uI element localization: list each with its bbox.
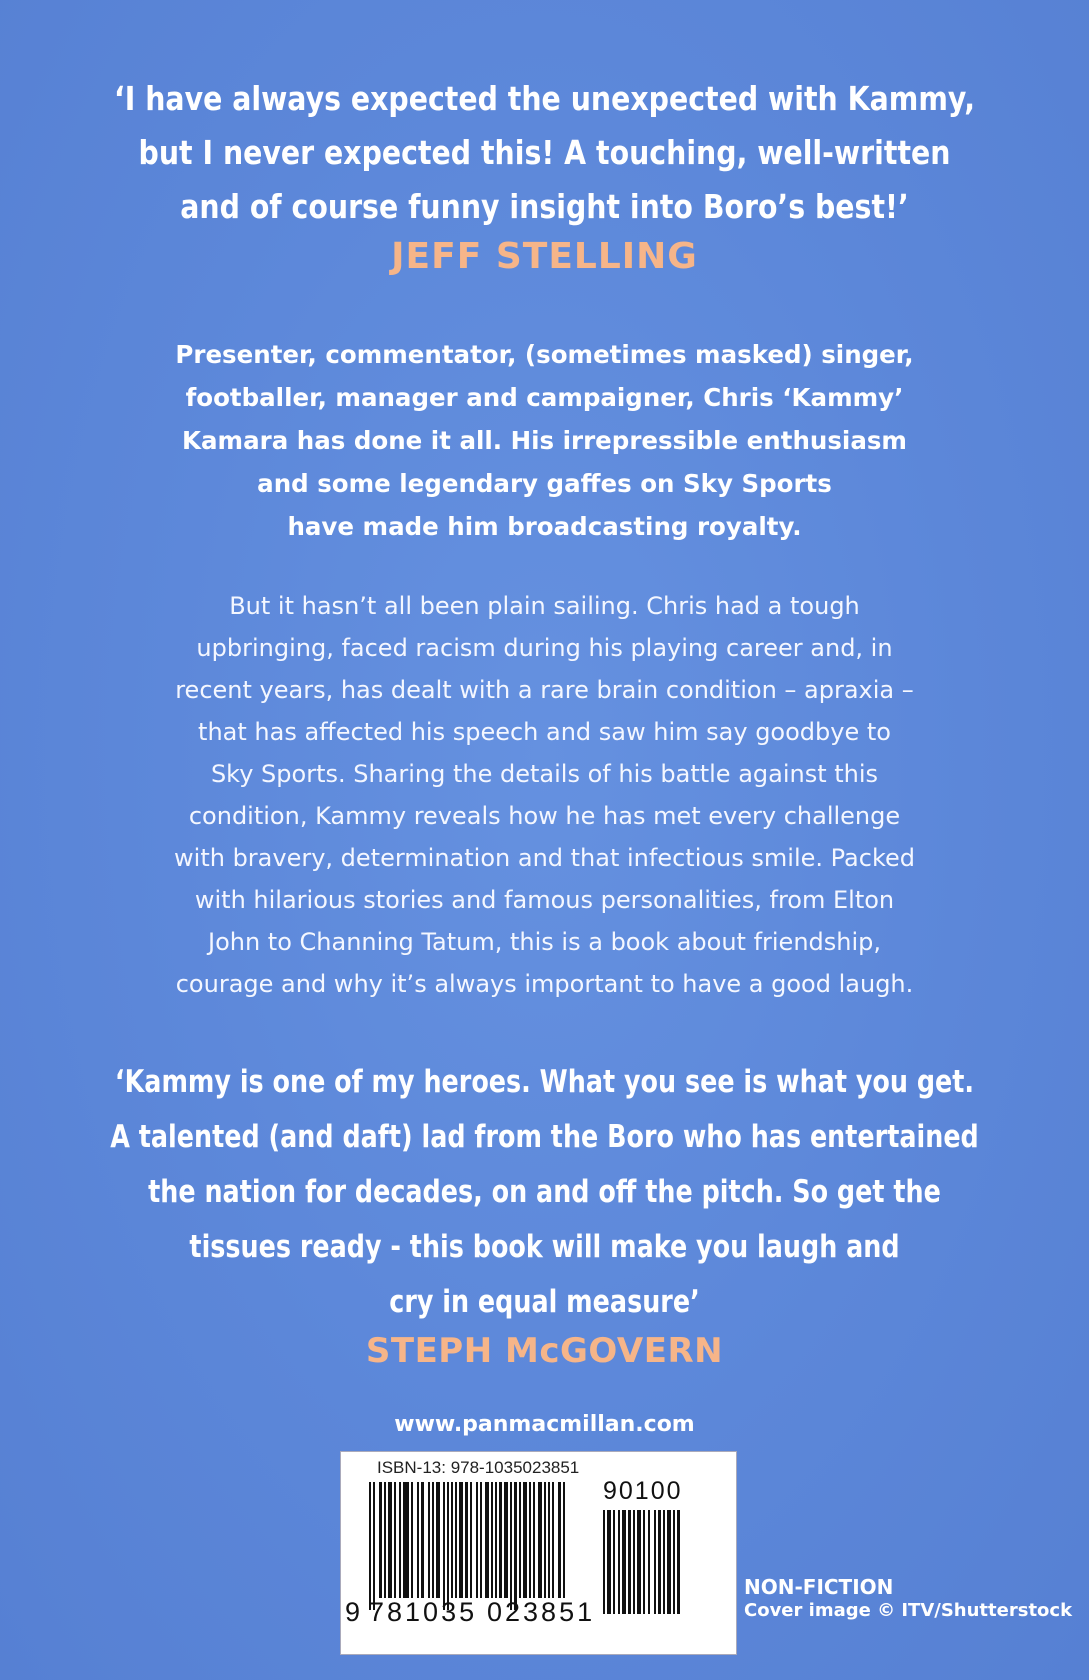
barcode-bar bbox=[379, 1482, 382, 1598]
description-line: recent years, has dealt with a rare brain condition – apraxia – bbox=[175, 676, 914, 704]
barcode-bar bbox=[603, 1510, 605, 1614]
description-line: Sky Sports. Sharing the details of his battle against this bbox=[210, 760, 879, 788]
barcode-digit-group-right: 023851 bbox=[487, 1597, 596, 1627]
barcode-digit-group-left: 781035 bbox=[369, 1597, 478, 1627]
barcode-bar bbox=[495, 1482, 497, 1598]
barcode-bar bbox=[428, 1482, 430, 1598]
barcode-bar bbox=[491, 1482, 493, 1598]
barcode-bar bbox=[443, 1482, 445, 1610]
barcode-bar bbox=[529, 1482, 531, 1598]
genre-label: NON-FICTION bbox=[744, 1575, 894, 1599]
barcode-bar bbox=[451, 1482, 453, 1598]
barcode-bar bbox=[667, 1510, 671, 1614]
bottom-quote-line: cry in equal measure’ bbox=[389, 1284, 700, 1320]
description-line: condition, Kammy reveals how he has met every challenge bbox=[188, 802, 901, 830]
barcode-bar bbox=[470, 1482, 472, 1598]
barcode-addon-digits: 90100 bbox=[603, 1477, 683, 1505]
barcode-bar bbox=[514, 1482, 517, 1610]
barcode-bar bbox=[455, 1482, 457, 1598]
barcode-bar bbox=[613, 1510, 615, 1614]
blurb-line: footballer, manager and campaigner, Chris ‘Kammy’ bbox=[185, 383, 904, 412]
barcode-bar bbox=[523, 1482, 527, 1598]
barcode-bar bbox=[510, 1482, 512, 1610]
barcode-bar bbox=[411, 1482, 413, 1598]
description bbox=[0, 585, 1089, 1005]
description-line: with bravery, determination and that infectious smile. Packed bbox=[174, 844, 915, 872]
isbn-label: ISBN-13: 978-1035023851 bbox=[377, 1458, 580, 1477]
bottom-quote bbox=[98, 1055, 991, 1330]
barcode-bar bbox=[654, 1510, 656, 1614]
cover-credit: Cover image © ITV/Shutterstock bbox=[744, 1600, 1073, 1621]
barcode-bar bbox=[447, 1482, 449, 1610]
price: UK £10.99 bbox=[477, 1625, 612, 1651]
barcode-bar bbox=[558, 1482, 561, 1598]
description-line: upbringing, faced racism during his playing career and, in bbox=[196, 634, 893, 662]
barcode-bar bbox=[544, 1482, 546, 1598]
blurb-line: Kamara has done it all. His irrepressible enthusiasm bbox=[182, 426, 907, 455]
barcode-bar bbox=[459, 1482, 463, 1598]
barcode-bar bbox=[373, 1482, 375, 1610]
barcode-bar bbox=[658, 1510, 661, 1614]
barcode-bar bbox=[643, 1510, 645, 1614]
barcode-bar bbox=[519, 1482, 521, 1598]
barcode-bar bbox=[388, 1482, 392, 1598]
barcode-bar bbox=[504, 1482, 508, 1598]
barcode-bar bbox=[485, 1482, 489, 1598]
blurb-line: and some legendary gaffes on Sky Sports bbox=[257, 469, 832, 498]
description-line: courage and why it’s always important to have a good laugh. bbox=[175, 970, 914, 998]
barcode-bar bbox=[421, 1482, 424, 1598]
barcode-digit-lead: 9 bbox=[345, 1597, 361, 1627]
top-quote-line: but I never expected this! A touching, well-written bbox=[138, 133, 951, 172]
barcode-bar bbox=[476, 1482, 478, 1598]
bottom-quote-line: tissues ready - this book will make you laugh and bbox=[189, 1229, 900, 1265]
barcode-addon-bars bbox=[603, 1510, 709, 1614]
blurb-line: have made him broadcasting royalty. bbox=[287, 512, 802, 541]
barcode-bar bbox=[663, 1510, 665, 1614]
top-quote-attribution: JEFF STELLING bbox=[391, 236, 698, 277]
bottom-quote-line: ‘Kammy is one of my heroes. What you see is what you get. bbox=[114, 1064, 975, 1100]
barcode-digits bbox=[345, 1597, 595, 1628]
blurb-line: Presenter, commentator, (sometimes masked) singer, bbox=[175, 340, 914, 369]
barcode-bar bbox=[618, 1510, 620, 1614]
barcode-bar bbox=[417, 1482, 419, 1598]
barcode-bar bbox=[369, 1482, 371, 1610]
barcode-bar bbox=[648, 1510, 650, 1614]
description-line: But it hasn’t all been plain sailing. Chris had a tough bbox=[229, 592, 860, 620]
description-line: John to Channing Tatum, this is a book about friendship, bbox=[207, 928, 882, 956]
blurb bbox=[0, 333, 1089, 548]
barcode-bar bbox=[432, 1482, 434, 1598]
barcode-bar bbox=[637, 1510, 641, 1614]
barcode-bar bbox=[628, 1510, 631, 1614]
barcode-bar bbox=[480, 1482, 482, 1598]
barcode-bar bbox=[399, 1482, 401, 1598]
barcode-bar bbox=[436, 1482, 440, 1598]
bottom-quote-attribution: STEPH McGOVERN bbox=[365, 1331, 724, 1371]
barcode-bar bbox=[563, 1482, 565, 1598]
barcode-bar bbox=[384, 1482, 386, 1598]
description-line: that has affected his speech and saw him say goodbye to bbox=[198, 718, 891, 746]
barcode-bar bbox=[533, 1482, 535, 1598]
barcode-bar bbox=[677, 1510, 680, 1614]
barcode-bar bbox=[499, 1482, 502, 1598]
barcode-bar bbox=[403, 1482, 409, 1598]
barcode-bars bbox=[369, 1482, 597, 1614]
barcode-bar bbox=[538, 1482, 542, 1598]
barcode-bar bbox=[552, 1482, 554, 1598]
top-quote bbox=[76, 72, 1013, 234]
top-quote-line: ‘I have always expected the unexpected with Kammy, bbox=[113, 79, 976, 118]
publisher-website: www.panmacmillan.com bbox=[394, 1412, 695, 1437]
bottom-quote-line: A talented (and daft) lad from the Boro who has entertained bbox=[110, 1119, 979, 1155]
barcode-bar bbox=[465, 1482, 468, 1598]
barcode-bar bbox=[622, 1510, 626, 1614]
barcode-bar bbox=[394, 1482, 396, 1598]
barcode-bar bbox=[673, 1510, 675, 1614]
barcode-bar bbox=[633, 1510, 635, 1614]
barcode-bar bbox=[607, 1510, 611, 1614]
top-quote-line: and of course funny insight into Boro’s best!’ bbox=[180, 187, 909, 226]
description-line: with hilarious stories and famous personalities, from Elton bbox=[194, 886, 895, 914]
barcode-bar bbox=[548, 1482, 550, 1598]
bottom-quote-line: the nation for decades, on and off the pitch. So get the bbox=[148, 1174, 941, 1210]
